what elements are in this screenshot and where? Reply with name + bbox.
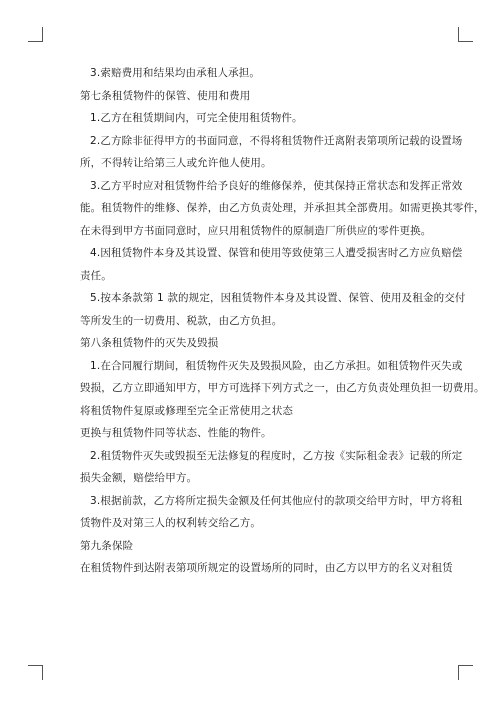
text-line: 毁损，乙方立即通知甲方，甲方可选择下列方式之一，由乙方负责处理负担一切费用。 <box>80 382 485 394</box>
crop-mark-bottom-right <box>458 665 473 680</box>
text-line: 第八条租赁物件的灭失及毁损 <box>80 337 219 349</box>
crop-mark-bottom-left <box>28 665 43 680</box>
text-line: 2.租赁物件灭失或毁损至无法修复的程度时，乙方按《实际租金表》记载的所定 <box>90 449 463 462</box>
text-line: 在未得到甲方书面同意时，应只用租赁物件的原制造厂所供应的零件更换。 <box>80 224 432 237</box>
crop-mark-top-left <box>28 27 43 42</box>
text-line: 1.乙方在租赁期间内，可完全使用租赁物件。 <box>90 112 303 124</box>
document-body <box>80 62 485 580</box>
text-line: 更换与租赁物件同等状态、性能的物件。 <box>80 427 272 439</box>
text-line: 将租赁物件复原或修理至完全正常使用之状态 <box>80 404 293 417</box>
text-line: 4.因租赁物件本身及其设置、保管和使用等致使第三人遭受损害时乙方应负赔偿 <box>90 247 463 259</box>
text-line: 2.乙方除非征得甲方的书面同意，不得将租赁物件迁离附表第项所记载的设置场 <box>90 134 463 147</box>
text-line: 在租赁物件到达附表第项所规定的设置场所的同时，由乙方以甲方的名义对租赁 <box>80 562 453 574</box>
text-line: 损失金额，赔偿给甲方。 <box>80 472 198 484</box>
text-line: 第七条租赁物件的保管、使用和费用 <box>80 89 251 102</box>
text-line: 所，不得转让给第三人或允许他人使用。 <box>80 157 272 169</box>
text-line: 1.在合同履行期间，租赁物件灭失及毁损风险，由乙方承担。如租赁物件灭失或 <box>90 359 463 372</box>
text-line: 3.乙方平时应对租赁物件给予良好的维修保养，使其保持正常状态和发挥正常效 <box>90 179 463 192</box>
text-line: 责任。 <box>80 269 112 282</box>
text-line: 5.按本条款第 1 款的规定，因租赁物件本身及其设置、保管、使用及租金的交付 <box>90 292 466 304</box>
text-line: 3.索赔费用和结果均由承租人承担。 <box>90 67 261 79</box>
text-line: 能。租赁物件的维修、保养，由乙方负责处理，并承担其全部费用。如需更换其零件， <box>80 202 485 214</box>
text-line: 3.根据前款，乙方将所定损失金额及任何其他应付的款项交给甲方时，甲方将租 <box>90 494 463 507</box>
crop-mark-top-right <box>458 27 473 42</box>
text-line: 第九条保险 <box>80 539 134 552</box>
text-line: 赁物件及对第三人的权利转交给乙方。 <box>80 517 262 529</box>
text-line: 等所发生的一切费用、税款，由乙方负担。 <box>80 314 283 327</box>
